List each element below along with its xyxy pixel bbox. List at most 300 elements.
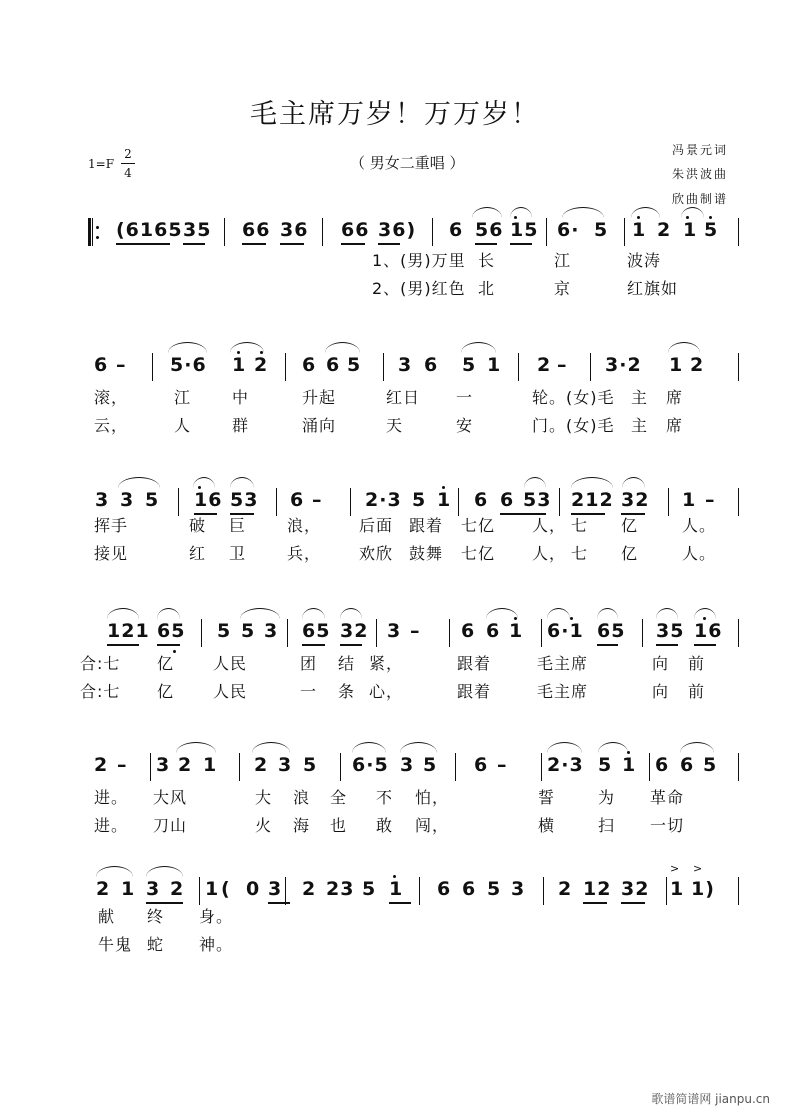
bar-line <box>287 619 288 647</box>
lyric-word: 后面 <box>359 516 394 535</box>
lyric-word: 轮。(女)毛 <box>532 388 615 407</box>
slur <box>461 342 496 353</box>
lyric-word: 人， <box>532 516 567 535</box>
lyric-word: 七亿 <box>461 516 496 535</box>
slur <box>562 207 604 218</box>
note: – <box>497 754 508 776</box>
lyric-word: 人民 <box>213 654 248 673</box>
note: 6 <box>290 489 305 511</box>
slur <box>668 342 700 353</box>
note: 6 <box>474 754 489 776</box>
lyric-word: 海 <box>293 816 311 835</box>
lyric-word: 敢 <box>376 816 394 835</box>
lyric-word: 2、(男)红色 <box>372 279 466 298</box>
performance-type: （ 男女二重唱 ） <box>350 154 465 172</box>
lyric-word: 人民 <box>213 682 248 701</box>
note: 65 <box>597 620 626 642</box>
beam-underline <box>389 902 411 904</box>
bar-line <box>738 619 739 647</box>
beam-underline <box>280 243 304 245</box>
note: 5 <box>362 878 377 900</box>
note: 1 <box>232 354 247 376</box>
note: 16 <box>694 620 723 642</box>
note: 5 <box>704 219 719 241</box>
note: 3 <box>398 354 413 376</box>
composer-credit: 朱洪波曲 <box>672 167 729 181</box>
note: 12 <box>583 878 612 900</box>
beam-underline <box>378 243 400 245</box>
lyric-word: 誓 <box>538 788 556 807</box>
bar-line <box>276 488 277 516</box>
time-signature-bottom: 4 <box>124 166 132 180</box>
lyric-word: 人。 <box>682 544 717 563</box>
lyric-word: 长 <box>478 251 496 270</box>
note: – <box>410 620 421 642</box>
lyric-word: 怕， <box>415 788 450 807</box>
note: 3 <box>400 754 415 776</box>
note: 5 <box>462 354 477 376</box>
beam-underline <box>475 243 497 245</box>
lyric-word: 身。 <box>199 907 234 926</box>
note: 5 <box>303 754 318 776</box>
high-octave-dot <box>570 617 573 620</box>
lyric-word: 席 <box>666 416 684 435</box>
lyric-word: 条 <box>338 682 356 701</box>
bar-line <box>152 353 153 381</box>
note: 1 <box>669 354 684 376</box>
high-octave-dot <box>703 617 706 620</box>
note: 6 <box>500 489 515 511</box>
note: 2 <box>537 354 552 376</box>
bar-line <box>738 877 739 905</box>
note: 3 <box>268 878 283 900</box>
lyric-word: 进。 <box>94 788 129 807</box>
note: 6 <box>486 620 501 642</box>
note: 6· <box>557 219 580 241</box>
lyric-word: 江 <box>554 251 572 270</box>
slur <box>230 342 264 353</box>
lyric-word: 亿 <box>157 654 175 673</box>
note: 65 <box>157 620 186 642</box>
note: 3 <box>511 878 526 900</box>
slur <box>571 477 613 488</box>
beam-underline <box>107 644 139 646</box>
lyric-word: 闯， <box>415 816 450 835</box>
slur <box>524 477 546 488</box>
note: 5 <box>241 620 256 642</box>
lyric-word: 中 <box>232 388 250 407</box>
accent-mark: > <box>693 862 703 875</box>
bar-line <box>285 877 286 905</box>
note: 1) <box>691 878 715 900</box>
bar-line <box>432 218 433 246</box>
lyric-word: 涌向 <box>302 416 337 435</box>
note: 35 <box>656 620 685 642</box>
lyric-word: 人 <box>174 416 192 435</box>
bar-line <box>285 353 286 381</box>
bar-line <box>590 353 591 381</box>
bar-line <box>546 218 547 246</box>
lyric-word: 前 <box>688 654 706 673</box>
note: 1 <box>121 878 136 900</box>
lyric-word: 七亿 <box>461 544 496 563</box>
note: – <box>312 489 323 511</box>
note: 3 <box>146 878 161 900</box>
high-octave-dot <box>393 875 396 878</box>
bar-line <box>340 753 341 781</box>
lyricist-credit: 冯景元词 <box>672 143 729 157</box>
lyric-word: 挥手 <box>94 516 129 535</box>
beam-underline <box>242 243 266 245</box>
transcriber-credit: 欣曲制谱 <box>672 192 729 206</box>
beam-underline <box>157 644 180 646</box>
note: – <box>557 354 568 376</box>
note: 6 <box>302 354 317 376</box>
lyric-word: 火 <box>255 816 273 835</box>
note: 66 <box>242 219 271 241</box>
high-octave-dot <box>442 486 445 489</box>
song-title: 毛主席万岁！万万岁！ <box>250 99 540 130</box>
bar-line <box>201 619 202 647</box>
high-octave-dot <box>514 617 517 620</box>
lyric-word: 全 <box>330 788 348 807</box>
note: 32 <box>621 878 650 900</box>
lyric-word: 跟着 <box>409 516 444 535</box>
beam-underline <box>116 243 170 245</box>
note: 212 <box>571 489 614 511</box>
repeat-start-barline <box>88 218 91 246</box>
lyric-word: 心， <box>369 682 404 701</box>
beam-underline <box>597 644 618 646</box>
lyric-word: 进。 <box>94 816 129 835</box>
note: 121 <box>107 620 150 642</box>
bar-line <box>376 619 377 647</box>
lyric-word: 人。 <box>682 516 717 535</box>
bar-line <box>383 353 384 381</box>
lyric-word: 亿 <box>157 682 175 701</box>
lyric-word: 一切 <box>650 816 685 835</box>
lyric-word: 红 <box>189 544 207 563</box>
lyric-word: 合:七 <box>80 682 121 701</box>
note: 36) <box>378 219 417 241</box>
beam-underline <box>302 644 325 646</box>
high-octave-dot <box>514 216 517 219</box>
bar-line <box>178 488 179 516</box>
note: 6 <box>461 620 476 642</box>
lyric-word: 向 <box>652 682 670 701</box>
lyric-word: 神。 <box>199 935 234 954</box>
bar-line <box>666 877 667 905</box>
high-octave-dot <box>237 351 240 354</box>
lyric-word: 天 <box>386 416 404 435</box>
note: 1 <box>682 489 697 511</box>
bar-line <box>92 218 93 246</box>
bar-line <box>199 877 200 905</box>
note: 16 <box>194 489 223 511</box>
note: 3·2 <box>605 354 642 376</box>
bar-line <box>455 753 456 781</box>
lyric-word: 七 <box>571 544 589 563</box>
lyric-word: 革命 <box>650 788 685 807</box>
note: 56 <box>475 219 504 241</box>
note: 6 <box>474 489 489 511</box>
slur <box>681 207 704 218</box>
note: 6 <box>326 354 341 376</box>
lyric-word: 京 <box>554 279 572 298</box>
high-octave-dot <box>260 351 263 354</box>
lyric-word: 七 <box>571 516 589 535</box>
bar-line <box>738 353 739 381</box>
slur <box>622 477 645 488</box>
note: 6·1 <box>547 620 584 642</box>
lyric-word: 献 <box>98 907 116 926</box>
lyric-word: 刀山 <box>153 816 188 835</box>
lyric-word: 一 <box>456 388 474 407</box>
high-octave-dot <box>709 216 712 219</box>
lyric-word: 扫 <box>598 816 616 835</box>
bar-line <box>541 619 542 647</box>
lyric-word: 横 <box>538 816 556 835</box>
note: 3 <box>278 754 293 776</box>
note: 35 <box>183 219 212 241</box>
note: 6 <box>94 354 109 376</box>
lyric-word: 1、(男)万里 <box>372 251 466 270</box>
bar-line <box>518 353 519 381</box>
lyric-word: 合:七 <box>80 654 121 673</box>
high-octave-dot <box>627 751 630 754</box>
lyric-word: 门。(女)毛 <box>532 416 615 435</box>
lyric-word: 升起 <box>302 388 337 407</box>
note: 1 <box>389 878 404 900</box>
bar-line <box>224 218 225 246</box>
lyric-word: 结 <box>338 654 356 673</box>
bar-line <box>350 488 351 516</box>
bar-line <box>458 488 459 516</box>
lyric-word: 巨 <box>229 516 247 535</box>
lyric-word: 大 <box>255 788 273 807</box>
repeat-dot <box>96 226 99 229</box>
lyric-word: 兵， <box>287 544 322 563</box>
note: 2 <box>178 754 193 776</box>
note: 1 <box>509 620 524 642</box>
lyric-word: 牛鬼 <box>98 935 133 954</box>
bar-line <box>449 619 450 647</box>
note: 5 <box>145 489 160 511</box>
note: 1 <box>622 754 637 776</box>
bar-line <box>642 619 643 647</box>
note: 1 <box>203 754 218 776</box>
note: 1 <box>670 878 685 900</box>
beam-underline <box>183 243 205 245</box>
slur <box>118 477 160 488</box>
lyric-word: 大风 <box>153 788 188 807</box>
note: 2 <box>170 878 185 900</box>
note: 6 <box>424 354 439 376</box>
lyric-word: 红旗如 <box>627 279 679 298</box>
note: 23 <box>326 878 355 900</box>
note: 1 <box>632 219 647 241</box>
note: 66 <box>341 219 370 241</box>
beam-underline <box>268 902 290 904</box>
lyric-word: 浪 <box>293 788 311 807</box>
bar-line <box>239 753 240 781</box>
bar-line <box>541 753 542 781</box>
bar-line <box>738 488 739 516</box>
note: 2 <box>302 878 317 900</box>
note: 5 <box>347 354 362 376</box>
note: 5·6 <box>170 354 207 376</box>
note: 5 <box>217 620 232 642</box>
note: 6 <box>462 878 477 900</box>
note: 0 <box>246 878 261 900</box>
lyric-word: 群 <box>232 416 250 435</box>
bar-line <box>624 218 625 246</box>
note: 2 <box>254 354 269 376</box>
lyric-word: 亿 <box>621 516 639 535</box>
lyric-word: 亿 <box>621 544 639 563</box>
bar-line <box>150 753 151 781</box>
bar-line <box>668 488 669 516</box>
lyric-word: 滚， <box>94 388 129 407</box>
note: 6 <box>655 754 670 776</box>
bar-line <box>419 877 420 905</box>
note: 3 <box>120 489 135 511</box>
note: 3 <box>156 754 171 776</box>
lyric-word: 向 <box>652 654 670 673</box>
note: 5 <box>412 489 427 511</box>
note: 3 <box>264 620 279 642</box>
note: 32 <box>340 620 369 642</box>
bar-line <box>738 218 739 246</box>
high-octave-dot <box>686 216 689 219</box>
lyric-word: 席 <box>666 388 684 407</box>
lyric-word: 也 <box>330 816 348 835</box>
note: 6 <box>449 219 464 241</box>
note: 2·3 <box>547 754 584 776</box>
note: 53 <box>230 489 259 511</box>
lyric-word: 终 <box>147 907 165 926</box>
note: 1 <box>205 878 220 900</box>
time-signature-top: 2 <box>124 147 132 161</box>
beam-underline <box>694 644 716 646</box>
beam-underline <box>340 644 362 646</box>
note: 6·5 <box>352 754 389 776</box>
accent-mark: > <box>670 862 680 875</box>
bar-line <box>649 753 650 781</box>
lyric-word: 为 <box>598 788 616 807</box>
bar-line <box>543 877 544 905</box>
lyric-word: 波涛 <box>627 251 662 270</box>
lyric-word: 浪， <box>287 516 322 535</box>
slur <box>325 342 360 353</box>
note: 2·3 <box>365 489 402 511</box>
note: 6 <box>437 878 452 900</box>
note: 1 <box>437 489 452 511</box>
lyric-word: 卫 <box>229 544 247 563</box>
note: – <box>116 354 127 376</box>
note: 2 <box>94 754 109 776</box>
slur <box>631 207 660 218</box>
lyric-word: 紧， <box>369 654 404 673</box>
note: – <box>117 754 128 776</box>
note: 2 <box>690 354 705 376</box>
note: 2 <box>558 878 573 900</box>
note: 5 <box>594 219 609 241</box>
lyric-word: 主 <box>631 416 649 435</box>
note: 5 <box>703 754 718 776</box>
lyric-word: 主 <box>631 388 649 407</box>
beam-underline <box>583 902 607 904</box>
note: 2 <box>96 878 111 900</box>
note: 15 <box>510 219 539 241</box>
note: 1 <box>683 219 698 241</box>
lyric-word: 团 <box>300 654 318 673</box>
beam-underline <box>510 243 532 245</box>
lyric-word: 毛主席 <box>537 682 589 701</box>
slur <box>168 342 207 353</box>
slur <box>193 477 215 488</box>
repeat-dot <box>96 236 99 239</box>
lyric-word: 破 <box>189 516 207 535</box>
lyric-word: 安 <box>456 416 474 435</box>
lyric-word: 接见 <box>94 544 129 563</box>
beam-underline <box>341 243 365 245</box>
slur <box>230 477 254 488</box>
note: 65 <box>302 620 331 642</box>
lyric-word: 不 <box>376 788 394 807</box>
lyric-word: 红日 <box>386 388 421 407</box>
note: 2 <box>657 219 672 241</box>
slur <box>472 207 502 218</box>
lyric-word: 江 <box>174 388 192 407</box>
key-signature: 1=F <box>88 157 115 171</box>
lyric-word: 欢欣 <box>359 544 394 563</box>
lyric-word: 云， <box>94 416 129 435</box>
note: (6165 <box>116 219 183 241</box>
note: 1 <box>487 354 502 376</box>
lyric-word: 跟着 <box>457 682 492 701</box>
lyric-word: 一 <box>300 682 318 701</box>
note: 36 <box>280 219 309 241</box>
note: 5 <box>423 754 438 776</box>
beam-underline <box>621 902 645 904</box>
bar-line <box>738 753 739 781</box>
bar-line <box>559 488 560 516</box>
lyric-word: 毛主席 <box>537 654 589 673</box>
note: 53 <box>523 489 552 511</box>
note: 32 <box>621 489 650 511</box>
time-signature <box>121 147 135 180</box>
note: 5 <box>598 754 613 776</box>
lyric-word: 跟着 <box>457 654 492 673</box>
note: ( <box>221 878 231 900</box>
note: – <box>705 489 716 511</box>
note: 3 <box>95 489 110 511</box>
high-octave-dot <box>637 216 640 219</box>
lyric-word: 人， <box>532 544 567 563</box>
lyric-word: 蛇 <box>147 935 165 954</box>
site-watermark: 歌谱简谱网 jianpu.cn <box>651 1092 770 1106</box>
note: 6 <box>680 754 695 776</box>
note: 3 <box>387 620 402 642</box>
high-octave-dot <box>198 486 201 489</box>
lyric-word: 北 <box>478 279 496 298</box>
lyric-word: 鼓舞 <box>409 544 444 563</box>
note: 2 <box>254 754 269 776</box>
note: 5 <box>487 878 502 900</box>
bar-line <box>322 218 323 246</box>
lyric-word: 前 <box>688 682 706 701</box>
